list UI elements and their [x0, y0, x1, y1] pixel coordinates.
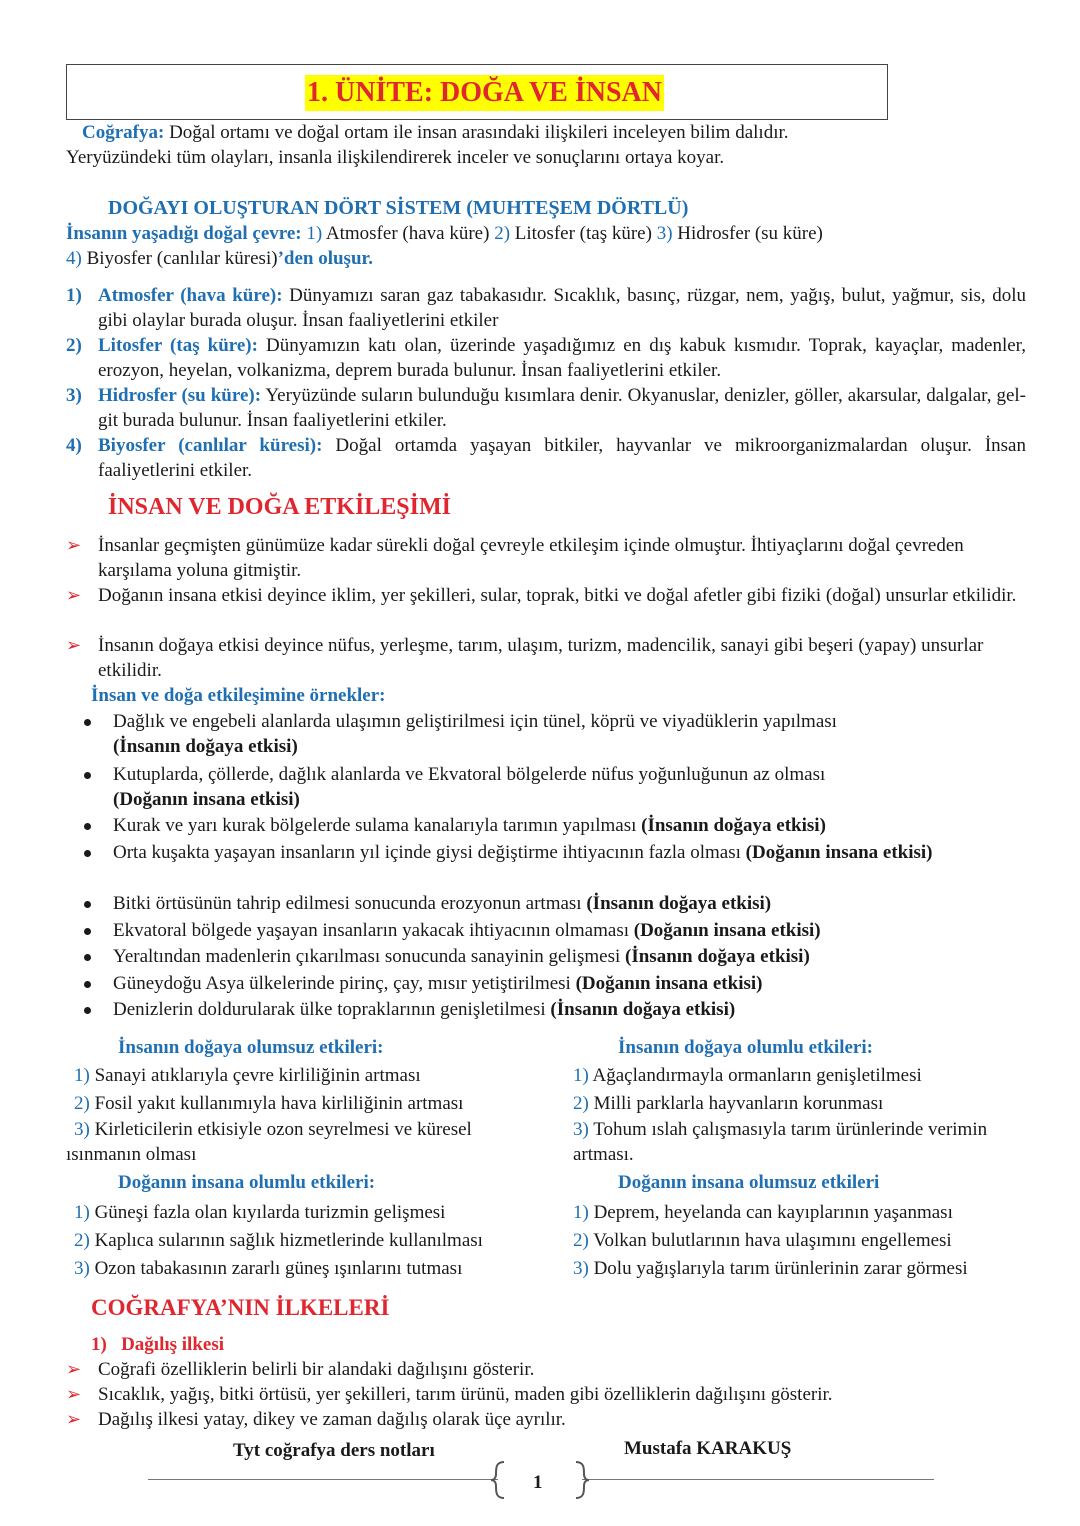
principles-heading: COĞRAFYA’NIN İLKELERİ — [91, 1295, 390, 1320]
example-item — [84, 840, 1014, 865]
item-num: 2) — [573, 1230, 589, 1251]
arrow-icon: ➢ — [66, 1409, 82, 1429]
example-item — [84, 813, 1014, 838]
interaction-heading: İNSAN VE DOĞA ETKİLEŞİMİ — [108, 494, 451, 520]
nature-negative-heading: Doğanın insana olumsuz etkileri — [618, 1172, 880, 1193]
principle-point-text: Dağılış ilkesi yatay, dikey ve zaman dağılış olarak üçe ayrılır. — [98, 1409, 566, 1430]
systems-t3: Hidrosfer (su küre) — [672, 223, 823, 244]
nature-positive-heading: Doğanın insana olumlu etkileri: — [118, 1172, 376, 1193]
bullet-icon — [84, 772, 91, 779]
bullet-icon — [84, 901, 91, 908]
interaction-point-text: İnsanın doğaya etkisi deyince nüfus, yerleşme, tarım, ulaşım, turizm, madencilik, sanayi gibi beşeri (yapay) unsurlar etkilidir. — [98, 635, 984, 681]
system-item-hidrosfer — [66, 383, 1026, 433]
bullet-icon — [84, 719, 91, 726]
arrow-icon: ➢ — [66, 635, 82, 655]
item-num: 3) — [573, 1119, 589, 1140]
systems-tail: ’den oluşur. — [277, 248, 373, 269]
principle-point — [66, 1382, 1026, 1407]
intro-line-1 — [82, 120, 789, 145]
item-text: Fosil yakıt kullanımıyla hava kirliliğinin artması — [89, 1093, 464, 1114]
human-negative-heading: İnsanın doğaya olumsuz etkileri: — [118, 1037, 384, 1058]
example-item — [84, 762, 1014, 812]
principle-point-text: Sıcaklık, yağış, bitki örtüsü, yer şekilleri, tarım ürünü, maden gibi özelliklerin dağılışını gösterir. — [98, 1384, 833, 1405]
interaction-point — [66, 633, 1026, 683]
item-num: 1) — [573, 1202, 589, 1223]
human-positive-item-cont: artması. — [573, 1144, 634, 1165]
item-num: 2) — [74, 1093, 90, 1114]
human-positive-item — [573, 1117, 987, 1142]
item-num: 3) — [74, 1258, 90, 1279]
system-item-litosfer — [66, 333, 1026, 383]
human-negative-item — [74, 1091, 463, 1116]
footer-divider-right — [582, 1479, 934, 1480]
bullet-icon — [84, 928, 91, 935]
system-text: Dünyamızı saran gaz tabakasıdır. Sıcaklık, basınç, rüzgar, nem, yağış, bulut, yağmur, sis, dolu gibi olaylar burada oluşur. İnsan faaliyetlerini etkiler — [98, 285, 1026, 331]
example-tag: (Doğanın insana etkisi) — [113, 789, 300, 810]
item-num: 2) — [74, 1230, 90, 1251]
example-text: Güneydoğu Asya ülkelerinde pirinç, çay, mısır yetiştirilmesi — [113, 973, 576, 994]
example-text: Kurak ve yarı kurak bölgelerde sulama kanalarıyla tarımın yapılması — [113, 815, 642, 836]
item-text: Kirleticilerin etkisiyle ozon seyrelmesi ve küresel — [89, 1119, 472, 1140]
principle-point — [66, 1357, 1026, 1382]
item-text: Dolu yağışlarıyla tarım ürünlerinin zarar görmesi — [588, 1258, 968, 1279]
example-text: Denizlerin doldurularak ülke topraklarının genişletilmesi — [113, 999, 551, 1020]
item-text: Deprem, heyelanda can kayıplarının yaşanması — [588, 1202, 953, 1223]
item-text: Milli parklarla hayvanların korunması — [588, 1093, 884, 1114]
systems-lead-line — [66, 221, 823, 246]
human-positive-heading: İnsanın doğaya olumlu etkileri: — [618, 1037, 873, 1058]
intro-term: Coğrafya: — [82, 122, 165, 143]
bullet-icon — [84, 850, 91, 857]
example-tag: (İnsanın doğaya etkisi) — [550, 999, 736, 1020]
systems-n1: 1) — [301, 223, 323, 244]
system-item-atmosfer — [66, 283, 1026, 333]
nature-positive-item — [74, 1256, 462, 1281]
arrow-icon: ➢ — [66, 1359, 82, 1379]
principle-point — [66, 1407, 1026, 1432]
item-num: 2) — [573, 1093, 589, 1114]
system-num: 1) — [66, 285, 82, 306]
example-item — [84, 997, 1014, 1022]
systems-n3: 3) — [651, 223, 673, 244]
systems-lead-term: İnsanın yaşadığı doğal çevre: — [66, 223, 302, 244]
intro-line-2: Yeryüzündeki tüm olayları, insanla ilişkilendirerek inceler ve sonuçlarını ortaya koyar. — [66, 147, 725, 168]
nature-positive-item — [74, 1200, 445, 1225]
page-title: 1. ÜNİTE: DOĞA VE İNSAN — [305, 75, 664, 111]
example-tag: (İnsanın doğaya etkisi) — [625, 946, 810, 967]
page-number: 1 — [533, 1472, 543, 1493]
system-text: Doğal ortamda yaşayan bitkiler, hayvanlar ve mikroorganizmalardan oluşur. İnsan faaliyetlerini etkiler. — [98, 435, 1026, 481]
item-text: Kaplıca sularının sağlık hizmetlerinde kullanılması — [89, 1230, 483, 1251]
example-text: Orta kuşakta yaşayan insanların yıl içinde giysi değiştirme ihtiyacının fazla olması — [113, 842, 746, 863]
human-negative-item — [74, 1063, 421, 1088]
human-negative-item — [74, 1117, 472, 1142]
nature-positive-item — [74, 1228, 483, 1253]
footer-author: Mustafa KARAKUŞ — [624, 1438, 792, 1459]
example-item — [84, 944, 1014, 969]
system-term: Atmosfer (hava küre): — [98, 285, 283, 306]
example-text: Dağlık ve engebeli alanlarda ulaşımın geliştirilmesi için tünel, köprü ve viyadüklerin yapılması — [113, 711, 837, 732]
bullet-icon — [84, 1007, 91, 1014]
item-text: Ağaçlandırmayla ormanların genişletilmesi — [588, 1065, 922, 1086]
systems-n2: 2) — [489, 223, 511, 244]
interaction-point-text: Doğanın insana etkisi deyince iklim, yer şekilleri, sular, toprak, bitki ve doğal afetler gibi fiziki (doğal) unsurlar etkilidir. — [98, 585, 1017, 606]
system-text: Yeryüzünde suların bulunduğu kısımlara denir. Okyanuslar, denizler, göller, akarsular, dalgalar, gel-git burada bulunur. İnsan faaliyetlerini etkiler. — [98, 385, 1027, 431]
systems-n4: 4) — [66, 248, 82, 269]
arrow-icon: ➢ — [66, 535, 82, 555]
bullet-icon — [84, 981, 91, 988]
human-negative-item-cont: ısınmanın olması — [66, 1144, 197, 1165]
example-item — [84, 709, 1014, 759]
item-num: 1) — [74, 1202, 90, 1223]
example-tag: (Doğanın insana etkisi) — [633, 920, 821, 941]
systems-t4: Biyosfer (canlılar küresi) — [81, 248, 278, 269]
item-num: 3) — [573, 1258, 589, 1279]
example-tag: (Doğanın insana etkisi) — [575, 973, 763, 994]
footer-divider-left — [148, 1479, 498, 1480]
interaction-point — [66, 583, 1026, 608]
system-num: 2) — [66, 335, 82, 356]
system-num: 4) — [66, 435, 82, 456]
system-term: Biyosfer (canlılar küresi): — [98, 435, 323, 456]
example-tag: (Doğanın insana etkisi) — [745, 842, 933, 863]
arrow-icon: ➢ — [66, 585, 82, 605]
example-item — [84, 918, 1014, 943]
nature-negative-item — [573, 1200, 953, 1225]
system-num: 3) — [66, 385, 82, 406]
interaction-point — [66, 533, 1026, 583]
example-item — [84, 971, 1014, 996]
example-text: Ekvatoral bölgede yaşayan insanların yakacak ihtiyacının olmaması — [113, 920, 634, 941]
item-text: Volkan bulutlarının hava ulaşımını engellemesi — [588, 1230, 952, 1251]
examples-heading: İnsan ve doğa etkileşimine örnekler: — [91, 685, 386, 706]
item-num: 3) — [74, 1119, 90, 1140]
principles-subheading: 1) Dağılış ilkesi — [91, 1334, 225, 1355]
system-term: Hidrosfer (su küre): — [98, 385, 262, 406]
system-item-biyosfer — [66, 433, 1026, 483]
principle-point-text: Coğrafi özelliklerin belirli bir alandaki dağılışını gösterir. — [98, 1359, 535, 1380]
human-positive-item — [573, 1063, 922, 1088]
example-tag: (İnsanın doğaya etkisi) — [113, 736, 298, 757]
item-text: Sanayi atıklarıyla çevre kirliliğinin artması — [89, 1065, 421, 1086]
arrow-icon: ➢ — [66, 1384, 82, 1404]
bullet-icon — [84, 954, 91, 961]
nature-negative-item — [573, 1256, 968, 1281]
item-text: Tohum ıslah çalışmasıyla tarım ürünlerinde verimin — [588, 1119, 988, 1140]
nature-negative-item — [573, 1228, 952, 1253]
example-text: Yeraltından madenlerin çıkarılması sonucunda sanayinin gelişmesi — [113, 946, 626, 967]
item-num: 1) — [74, 1065, 90, 1086]
systems-t2: Litosfer (taş küre) — [510, 223, 652, 244]
systems-lead-line-2 — [66, 246, 373, 271]
item-num: 1) — [573, 1065, 589, 1086]
item-text: Güneşi fazla olan kıyılarda turizmin gelişmesi — [89, 1202, 446, 1223]
human-positive-item — [573, 1091, 883, 1116]
system-term: Litosfer (taş küre): — [98, 335, 258, 356]
systems-t1: Atmosfer (hava küre) — [322, 223, 490, 244]
systems-heading: DOĞAYI OLUŞTURAN DÖRT SİSTEM (MUHTEŞEM DÖRTLÜ) — [108, 197, 689, 219]
example-tag: (İnsanın doğaya etkisi) — [586, 893, 772, 914]
example-tag: (İnsanın doğaya etkisi) — [641, 815, 826, 836]
example-text: Kutuplarda, çöllerde, dağlık alanlarda ve Ekvatoral bölgelerde nüfus yoğunluğunun az olması — [113, 764, 826, 785]
item-text: Ozon tabakasının zararlı güneş ışınlarını tutması — [89, 1258, 463, 1279]
interaction-point-text: İnsanlar geçmişten günümüze kadar sürekli doğal çevreyle etkileşim içinde olmuştur. İhtiyaçlarını doğal çevreden karşılama yoluna gitmiştir. — [98, 535, 964, 581]
footer-course-title: Tyt coğrafya ders notları — [233, 1440, 435, 1461]
bullet-icon — [84, 823, 91, 830]
example-item — [84, 891, 1014, 916]
example-text: Bitki örtüsünün tahrip edilmesi sonucunda erozyonun artması — [113, 893, 587, 914]
intro-text-1: Doğal ortamı ve doğal ortam ile insan arasındaki ilişkileri inceleyen bilim dalıdır. — [164, 122, 789, 143]
system-text: Dünyamızın katı olan, üzerinde yaşadığımız en dış kabuk kısmıdır. Toprak, kayaçlar, madenler, erozyon, heyelan, volkanizma, deprem burada bulunur. İnsan faaliyetlerini etkiler. — [98, 335, 1026, 381]
